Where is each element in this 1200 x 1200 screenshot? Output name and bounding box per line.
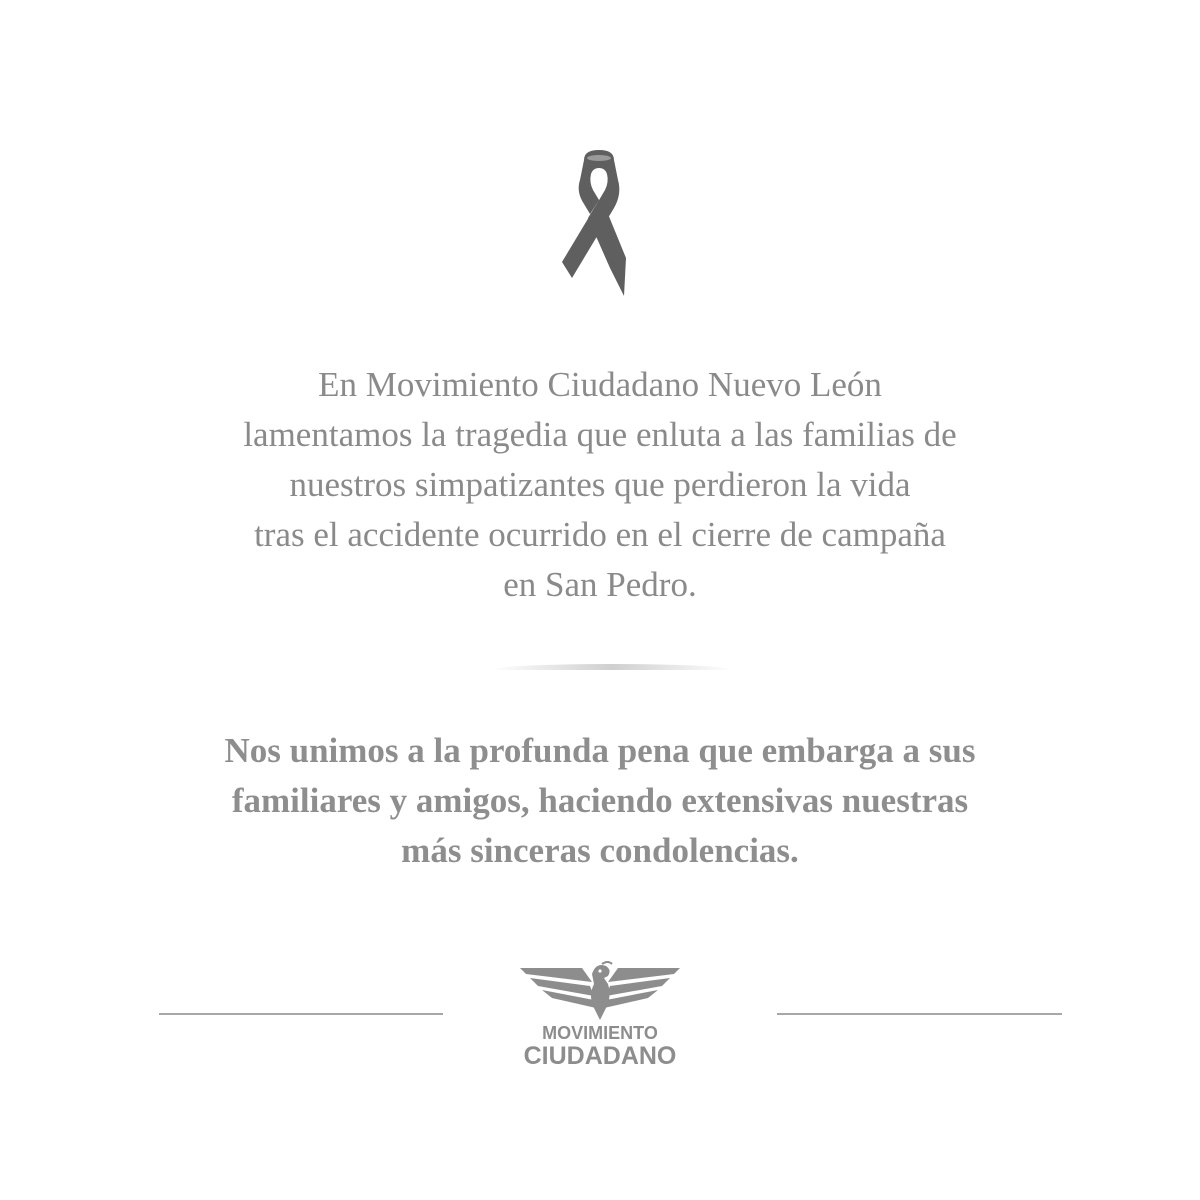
message-line: lamentamos la tragedia que enluta a las familias de [243,415,957,454]
message-paragraph [100,360,1100,610]
mourning-ribbon-icon [562,150,636,296]
message-line: en San Pedro. [503,565,697,604]
logo-text-line1: MOVIMIENTO [542,1023,658,1043]
condolence-line: más sinceras condolencias. [401,831,799,870]
condolence-paragraph [100,726,1100,876]
left-rule [159,1013,443,1015]
message-line: nuestros simpatizantes que perdieron la vida [289,465,911,504]
right-rule [777,1013,1062,1015]
shadow-divider [490,660,734,680]
eagle-logo-icon [512,960,688,1024]
condolence-line: Nos unimos a la profunda pena que embarga a sus [224,731,976,770]
message-line: tras el accidente ocurrido en el cierre de campaña [254,515,946,554]
condolence-line: familiares y amigos, haciendo extensivas nuestras [231,781,969,820]
movimiento-ciudadano-logo [512,960,688,1072]
message-line: En Movimiento Ciudadano Nuevo León [318,365,882,404]
logo-text-line2: CIUDADANO [523,1042,677,1070]
